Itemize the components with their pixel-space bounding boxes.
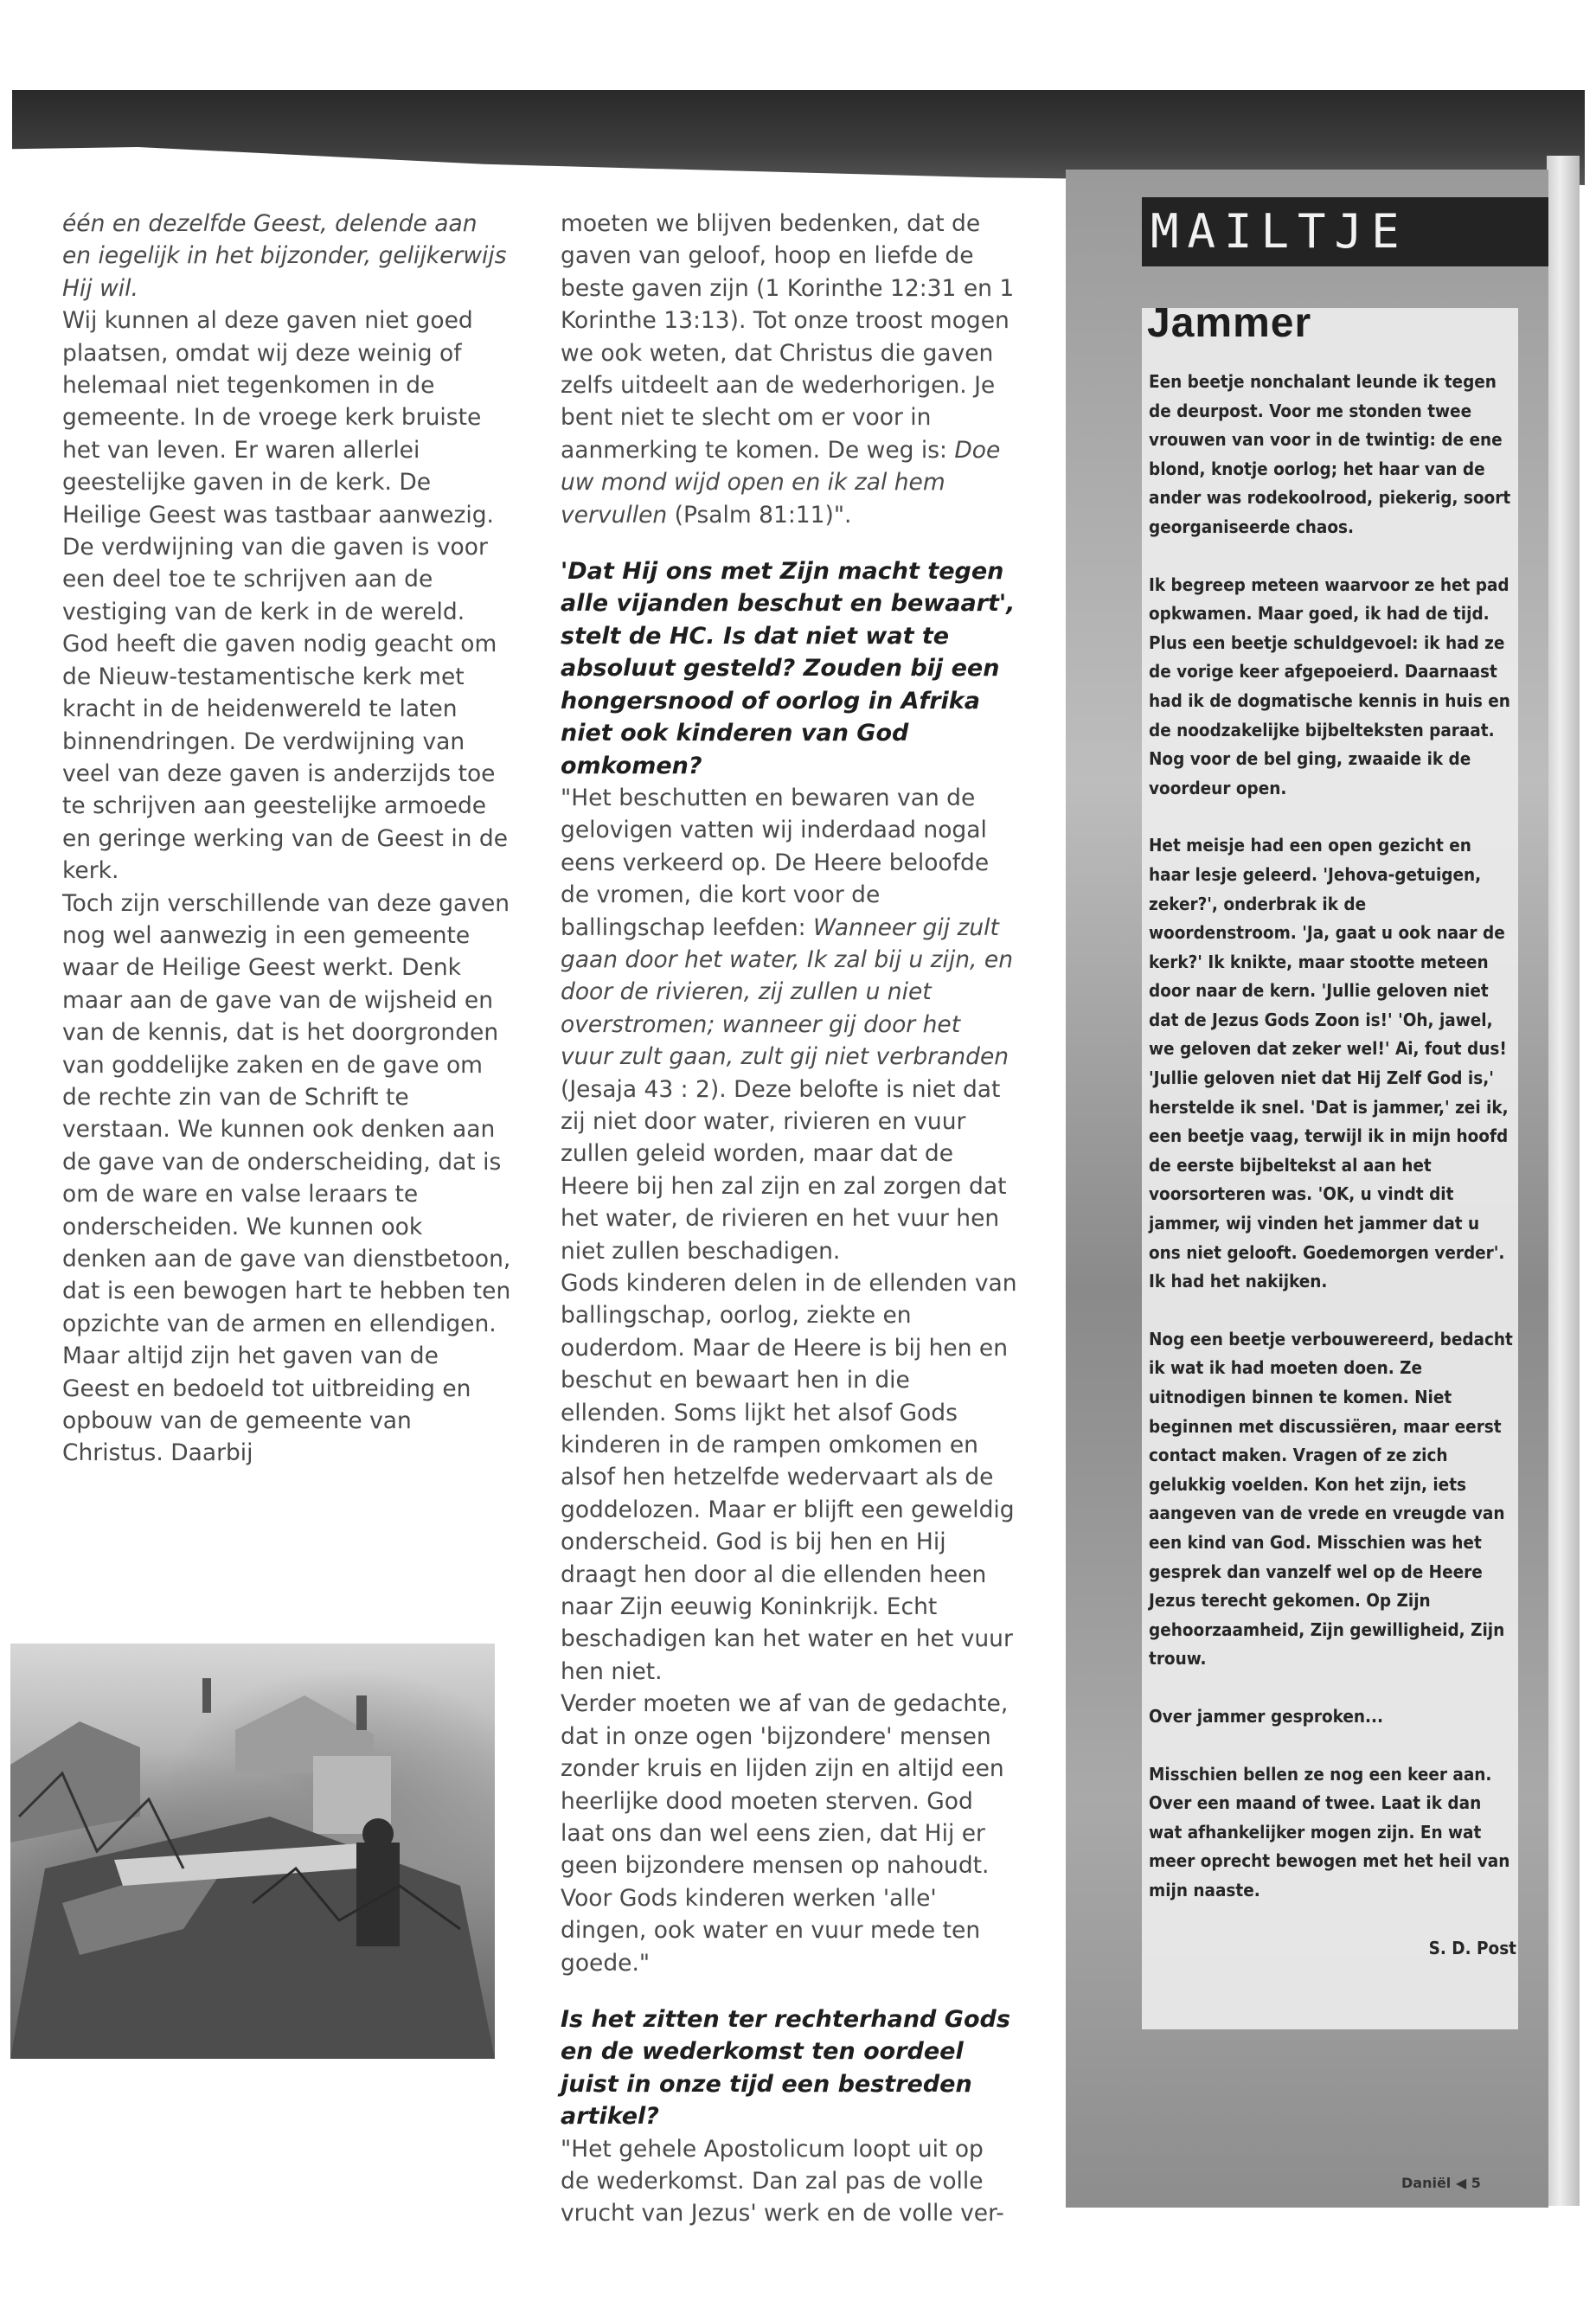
sidebar-paragraph: Ik begreep meteen waarvoor ze het pad opkwamen. Maar goed, ik had de tijd. Plus een beetje schuldgevoel: ik had ze de vorige keer afgepoeierd. Daarnaast had ik de dogmatische kennis in huis en de noodzakelijke bijbelteksten paraat. Nog voor de bel ging, zwaaide ik de voordeur open. — [1149, 574, 1510, 798]
sidebar-paragraph: Nog een beetje verbouwereerd, bedacht ik wat ik had moeten doen. Ze uitnodigen binnen te komen. Niet beginnen met discussiëren, maar eerst contact maken. Vragen of ze zich gelukkig voelden. Kon het zijn, iets aangeven van de vrede en vreugde van een kind van God. Misschien was het gesprek dan vanzelf wel op de Heere Jezus terecht gekomen. Op Zijn gehoorzaamheid, Zijn gewilligheid, Zijn trouw. — [1149, 1328, 1513, 1670]
author-signature: S. D. Post — [1428, 1937, 1516, 1958]
paragraph: Maar altijd zijn het gaven van de Geest en bedoeld tot uitbreiding en opbouw van de gemeente van Christus. Daarbij — [62, 1343, 471, 1467]
paragraph: Verder moeten we af van de gedachte, dat in onze ogen 'bijzondere' mensen zonder kruis en lijden zijn en altijd een heerlijke dood moeten sterven. God laat ons dan wel eens zien, dat Hij er geen bijzondere mensen op nahoudt. Voor Gods kinderen werken 'alle' dingen, ook water en vuur mede ten goede." — [561, 1690, 1009, 1977]
question-heading: Is het zitten ter rechterhand Gods en de wederkomst ten oordeel juist in onze tijd een bestreden artikel? — [561, 2005, 1010, 2131]
paragraph: "Het gehele Apostolicum loopt uit op de wederkomst. Dan zal pas de volle vrucht van Jezus' werk en de volle ver- — [561, 2135, 1004, 2227]
page-footer — [1401, 2175, 1481, 2191]
sidebar-paragraph: Over jammer gesproken... — [1149, 1705, 1383, 1727]
paragraph: Toch zijn verschillende van deze gaven nog wel aanwezig in een gemeente waar de Heilige Geest werkt. Denk maar aan de gave van de wijsheid en van de kennis, dat is het doorgronden van goddelijke zaken en de gave om de rechte zin van de Schrift te verstaan. We kunnen ook denken aan de gave van de onderscheiding, dat is om de ware en valse leraars te onderscheiden. We kunnen ook denken aan de gave van dienstbetoon, dat is een bewogen hart te hebben ten opzichte van de armen en ellendigen. — [62, 889, 511, 1337]
sidebar-title: Jammer — [1147, 300, 1312, 346]
page-number: 5 — [1471, 2175, 1481, 2191]
question-heading: 'Dat Hij ons met Zijn macht tegen alle vijanden beschut en bewaart', stelt de HC. Is dat niet wat te absoluut gesteld? Zouden bij een hongersnood of oorlog in Afrika niet ook kinderen van God omkomen? — [561, 558, 1016, 779]
sidebar-header: MAILTJE — [1151, 204, 1408, 259]
magazine-name: Daniël — [1401, 2175, 1452, 2191]
ruins-illustration — [10, 1644, 495, 2059]
sidebar-paragraph: Het meisje had een open gezicht en haar lesje geleerd. 'Jehova-getuigen, zeker?', onderbrak ik de woordenstroom. 'Ja, gaat u ook naar de kerk?' Ik knikte, maar stootte meteen door naar de kern. 'Jullie geloven niet dat de Jezus Gods Zoon is!' 'Oh, jawel, we geloven dat zeker wel!' Ai, fout dus! 'Jullie geloven niet dat Hij Zelf God is,' herstelde ik snel. 'Dat is jammer,' zei ik, een beetje vaag, terwijl ik in mijn hoofd de eerste bijbeltekst al aan het voorsorteren was. 'OK, u vindt dit jammer, wij vinden het jammer dat u ons niet gelooft. Goedemorgen verder'. Ik had het nakijken. — [1149, 835, 1509, 1292]
paragraph: "Het beschutten en bewaren van de gelovigen vatten wij inderdaad nogal eens verkeerd op. De Heere beloofde de vromen, die kort voor de ballingschap leefden: Wanneer gij zult gaan door het water, Ik zal bij u zijn, en door de rivieren, zij zullen u niet overstromen; wanneer gij door het vuur zult gaan, zult gij niet verbranden (Jesaja 43 : 2). Deze belofte is niet dat zij niet door water, rivieren en vuur zullen geleid worden, maar dat de Heere bij hen zal zijn en zal zorgen dat het water, de rivieren en het vuur hen niet zullen beschadigen. — [561, 784, 1013, 1265]
sidebar-paragraph: Misschien bellen ze nog een keer aan. Over een maand of twee. Laat ik dan wat afhankelijker mogen zijn. En wat meer oprecht bewogen met het heil van mijn naaste. — [1149, 1763, 1510, 1900]
column-middle — [561, 208, 1019, 2230]
ruins-photo — [10, 1644, 495, 2059]
paragraph: Wij kunnen al deze gaven niet goed plaatsen, omdat wij deze weinig of helemaal niet tegenkomen in de gemeente. In de vroege kerk bruiste het van leven. Er waren allerlei geestelijke gaven in de kerk. De Heilige Geest was tastbaar aanwezig. De verdwijning van die gaven is voor een deel toe te schrijven aan de vestiging van de kerk in de wereld. God heeft die gaven nodig geacht om de Nieuw-testamentische kerk met kracht in de heidenwereld te laten binnendringen. De verdwijning van veel van deze gaven is anderzijds toe te schrijven aan geestelijke armoede en geringe werking van de Geest in de kerk. — [62, 307, 509, 885]
arrow-icon: ◀ — [1455, 2175, 1467, 2191]
paragraph: één en dezelfde Geest, delende aan en iegelijk in het bijzonder, gelijkerwijs Hij wil. — [62, 210, 507, 302]
sidebar-text — [1149, 368, 1516, 1991]
paragraph: moeten we blijven bedenken, dat de gaven van geloof, hoop en liefde de beste gaven zijn (1 Korinthe 12:31 en 1 Korinthe 13:13). Tot onze troost mogen we ook weten, dat Christus die gaven zelfs uitdeelt aan de wederhorigen. Je bent niet te slecht om er voor in aanmerking te komen. De weg is: Doe uw mond wijd open en ik zal hem vervullen (Psalm 81:11)". — [561, 210, 1015, 529]
page-edge — [1547, 156, 1580, 2206]
paragraph: Gods kinderen delen in de ellenden van ballingschap, oorlog, ziekte en ouderdom. Maar de Heere is bij hen en beschut en bewaart hen in die ellenden. Soms lijkt het alsof Gods kinderen in de rampen omkomen en alsof hen hetzelfde wedervaart als de goddelozen. Maar er blijft een geweldig onderscheid. God is bij hen en Hij draagt hen door al die ellenden heen naar Zijn eeuwig Koninkrijk. Echt beschadigen kan het water en het vuur hen niet. — [561, 1270, 1017, 1685]
column-left — [62, 208, 512, 1470]
sidebar-paragraph: Een beetje nonchalant leunde ik tegen de deurpost. Voor me stonden twee vrouwen van voor in de twintig: de ene blond, knotje oorlog; het haar van de ander was rodekoolrood, piekerig, soort georganiseerde chaos. — [1149, 371, 1511, 537]
